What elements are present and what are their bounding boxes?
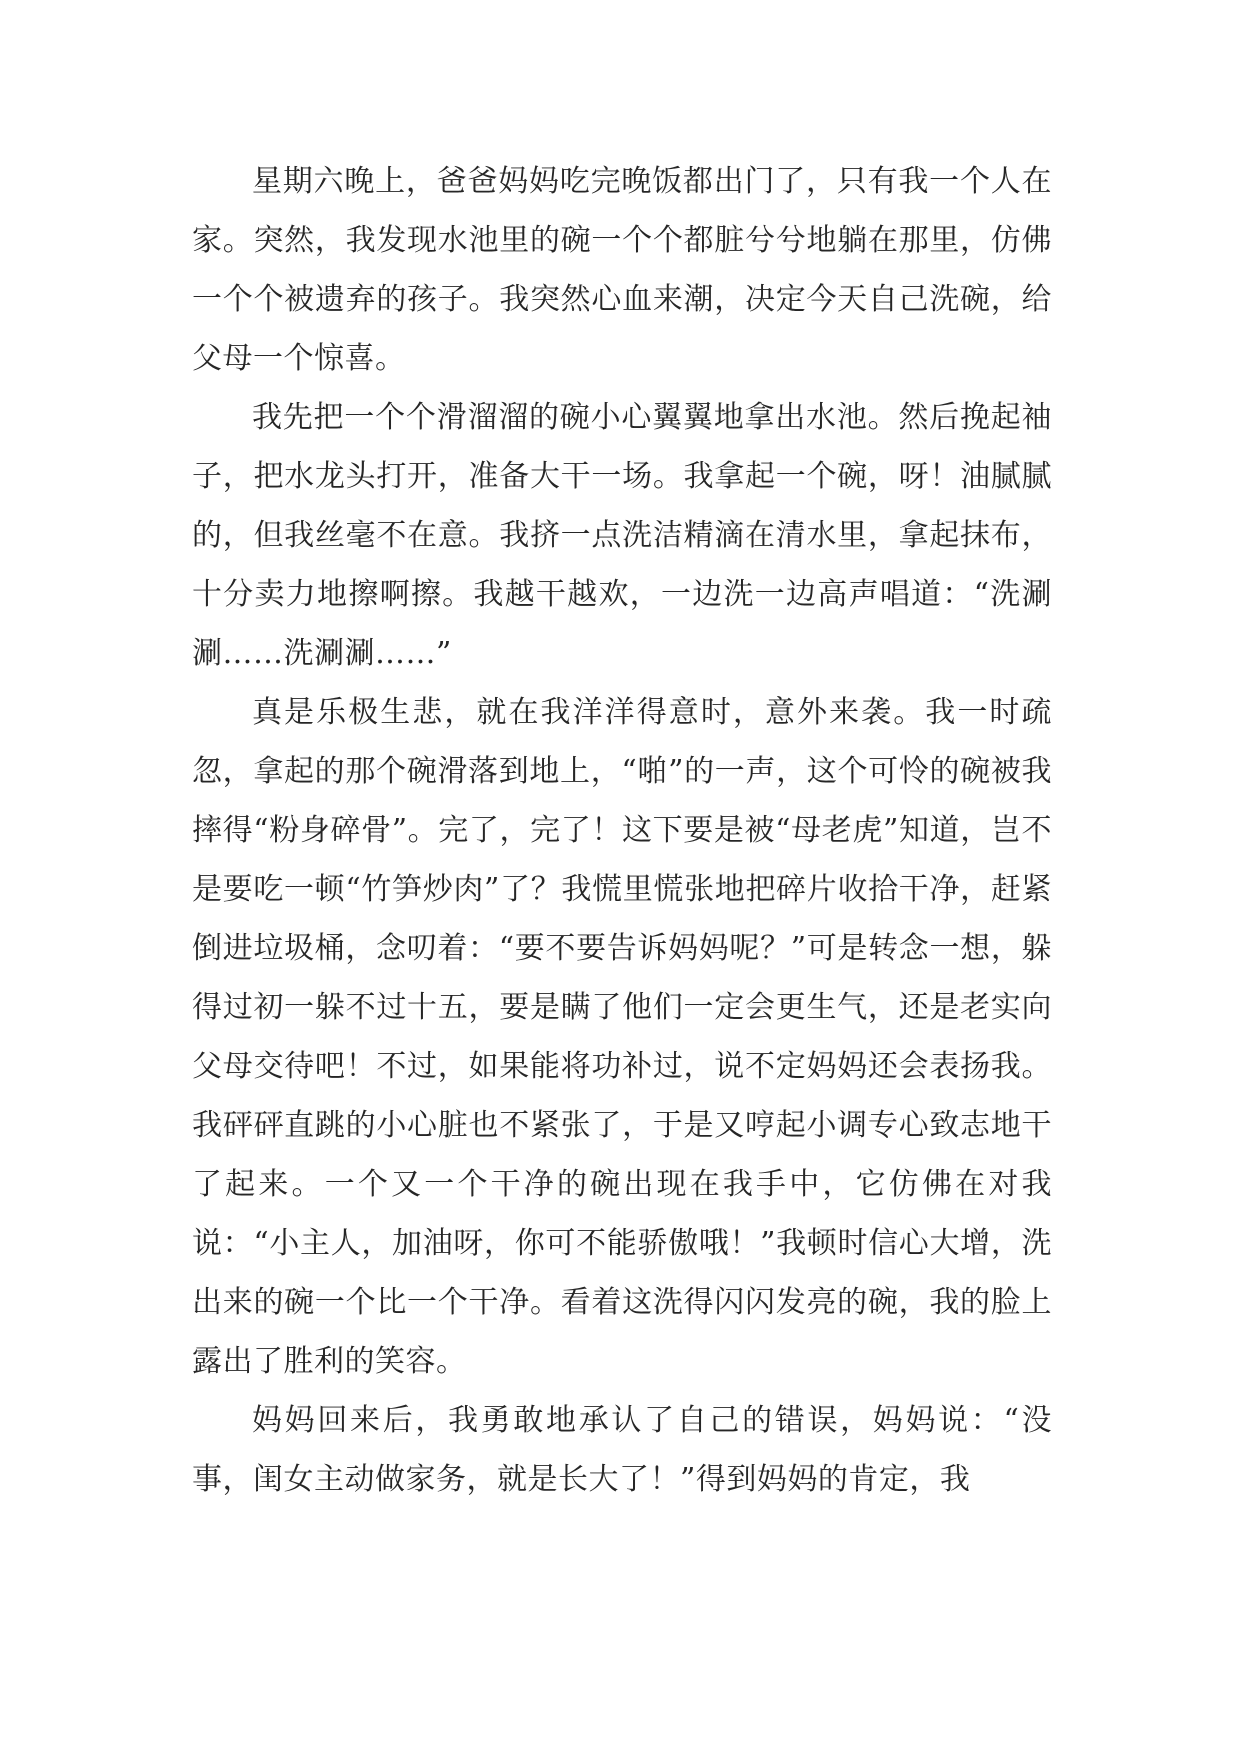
paragraph-4: 妈妈回来后，我勇敢地承认了自己的错误，妈妈说：“没事，闺女主动做家务，就是长大了！”得到妈妈的肯定，我 [192, 1403, 1052, 1497]
paragraph-3: 真是乐极生悲，就在我洋洋得意时，意外来袭。我一时疏忽，拿起的那个碗滑落到地上，“啪”的一声，这个可怜的碗被我摔得“粉身碎骨”。完了，完了！这下要是被“母老虎”知道，岂不是要吃一顿“竹笋炒肉”了？我慌里慌张地把碎片收拾干净，赶紧倒进垃圾桶，念叨着：“要不要告诉妈妈呢？”可是转念一想，躲得过初一躲不过十五，要是瞒了他们一定会更生气，还是老实向父母交待吧！不过，如果能将功补过，说不定妈妈还会表扬我。我砰砰直跳的小心脏也不紧张了，于是又哼起小调专心致志地干了起来。一个又一个干净的碗出现在我手中，它仿佛在对我说：“小主人，加油呀，你可不能骄傲哦！”我顿时信心大增，洗出来的碗一个比一个干净。看着这洗得闪闪发亮的碗，我的脸上露出了胜利的笑容。 [192, 695, 1052, 1379]
document-body [192, 152, 1052, 1509]
paragraph-2: 我先把一个个滑溜溜的碗小心翼翼地拿出水池。然后挽起袖子，把水龙头打开，准备大干一场。我拿起一个碗，呀！油腻腻的，但我丝毫不在意。我挤一点洗洁精滴在清水里，拿起抹布，十分卖力地擦啊擦。我越干越欢，一边洗一边高声唱道：“洗涮涮……洗涮涮……” [192, 400, 1052, 671]
paragraph-1: 星期六晚上，爸爸妈妈吃完晚饭都出门了，只有我一个人在家。突然，我发现水池里的碗一个个都脏兮兮地躺在那里，仿佛一个个被遗弃的孩子。我突然心血来潮，决定今天自己洗碗，给父母一个惊喜。 [192, 164, 1052, 376]
